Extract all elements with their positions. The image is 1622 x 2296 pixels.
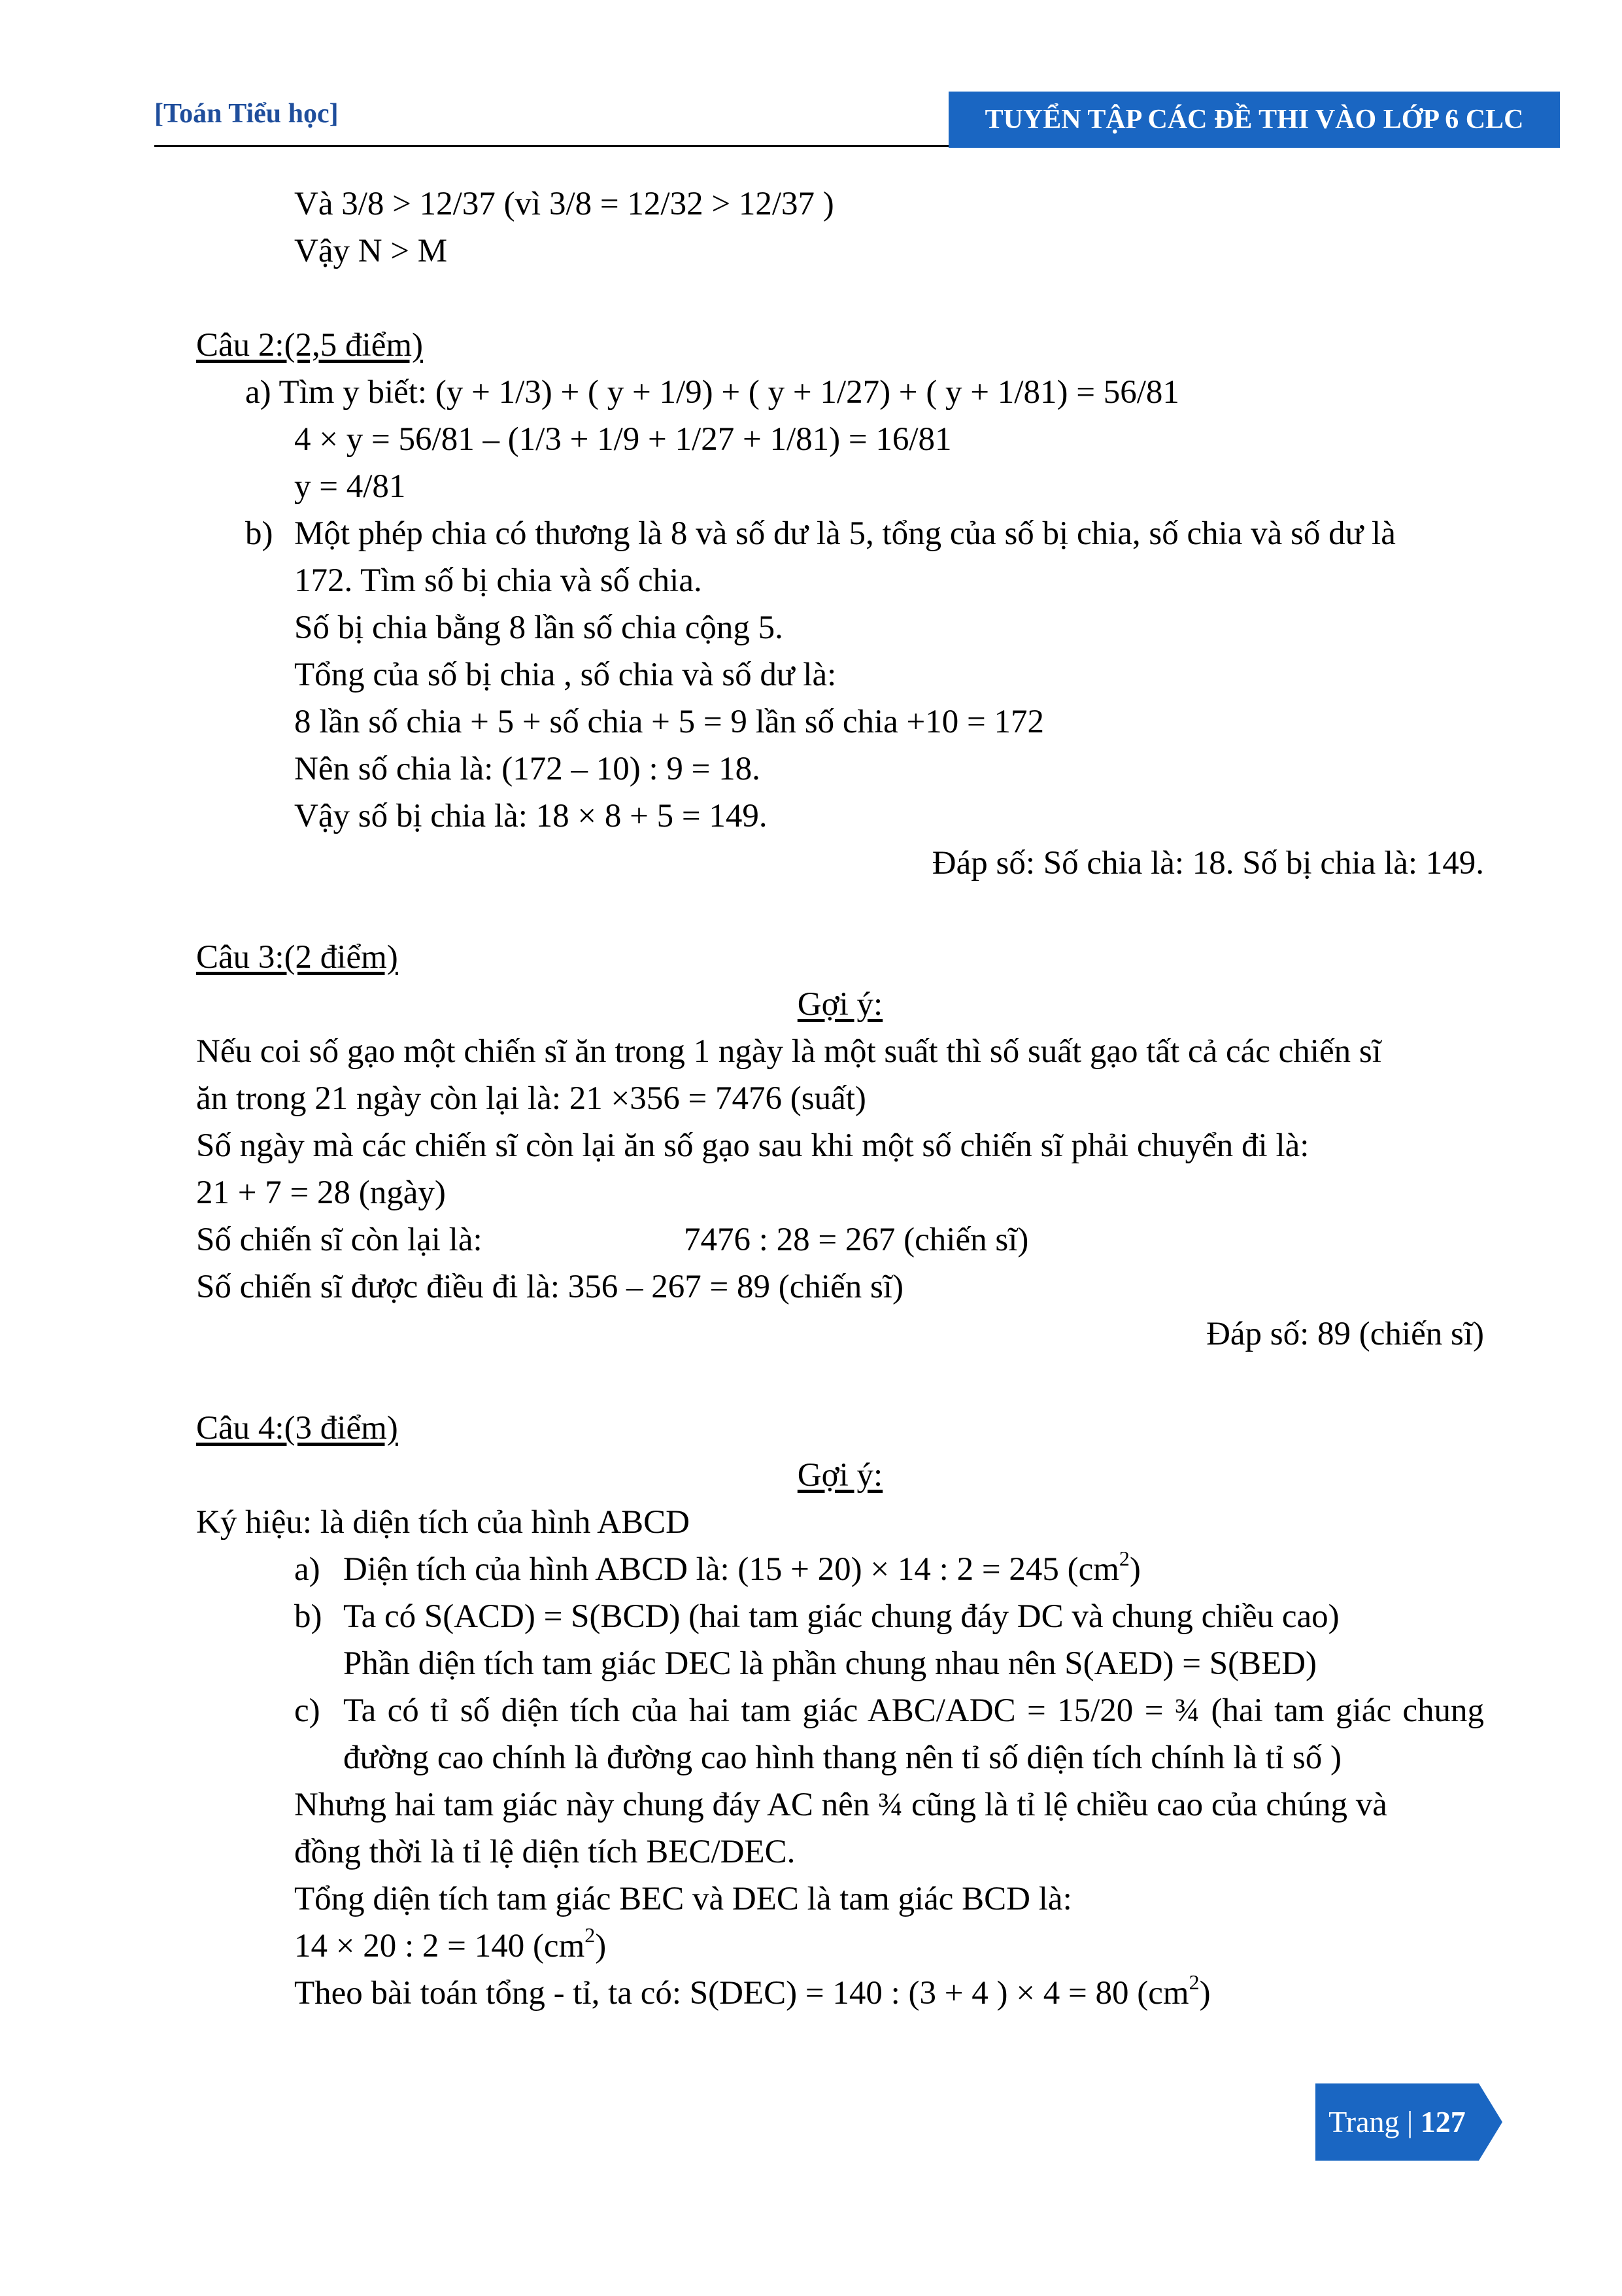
cau2-b-label: b) [245,515,273,552]
cau3-hint: Gợi ý: [797,986,883,1023]
cau4-c-label: c) [294,1692,320,1729]
cau3-line-2: ăn trong 21 ngày còn lại là: 21 ×356 = 7476 (suất) [196,1080,866,1117]
cau3-line-6: Số chiến sĩ được điều đi là: 356 – 267 = 89 (chiến sĩ) [196,1269,904,1305]
cau2-a: a) Tìm y biết: (y + 1/3) + ( y + 1/9) + ( y + 1/27) + ( y + 1/81) = 56/81 [245,374,1179,411]
cau4-b-label: b) [294,1598,322,1635]
cau2-b-line-3: Số bị chia bằng 8 lần số chia cộng 5. [294,609,783,646]
cau4-para-2: đồng thời là tỉ lệ diện tích BEC/DEC. [294,1834,796,1870]
cau4-c-text: Ta có tỉ số diện tích của hai tam giác ABC/ADC = 15/20 = ¾ (hai tam giác chung đường cao chính là đường cao hình thang nên tỉ số diện tích chính là tỉ số ) [343,1692,1484,1776]
cau3-title: Câu 3:(2 điểm) [196,939,398,976]
cau4-b-text-1: Ta có S(ACD) = S(BCD) (hai tam giác chung đáy DC và chung chiều cao) [343,1598,1340,1635]
cau4-title: Câu 4:(3 điểm) [196,1410,398,1447]
cau4-a-text: Diện tích của hình ABCD là: (15 + 20) × 14 : 2 = 245 $(cm^2)$ [343,1547,1141,1588]
page-number: Trang | 127 [1328,2105,1466,2138]
spacer [196,887,1484,934]
cau4-intro: Ký hiệu: là diện tích của hình ABCD [196,1504,690,1541]
cau3-line-1: Nếu coi số gạo một chiến sĩ ăn trong 1 ngày là một suất thì số suất gạo tất cả các chiến sĩ [196,1033,1381,1070]
header-subject: [Toán Tiểu học] [154,99,339,129]
header-rule [154,145,949,147]
cau1-line-1: Và 3/8 > 12/37 (vì 3/8 = 12/32 > 12/37 ) [294,186,834,222]
cau2-b-text: Một phép chia có thương là 8 và số dư là 5, tổng của số bị chia, số chia và số dư là [294,515,1396,552]
cau4-a [196,1546,1484,1593]
cau3-line-5-label: Số chiến sĩ còn lại là: [196,1222,482,1258]
cau4-para-3: Tổng diện tích tam giác BEC và DEC là tam giác BCD là: [294,1881,1072,1917]
cau4-c [196,1687,1484,1781]
cau4-hint: Gợi ý: [797,1457,883,1494]
cau2-b-line-2: 172. Tìm số bị chia và số chia. [294,562,702,599]
cau4-para-4: 14 × 20 : 2 = 140 $(cm^2)$ [294,1923,607,1964]
cau2-a-step1: 4 × y = 56/81 – (1/3 + 1/9 + 1/27 + 1/81) = 16/81 [294,421,952,458]
cau2-b-line-1 [196,510,1484,557]
cau2-answer: Đáp số: Số chia là: 18. Số bị chia là: 149. [932,845,1484,882]
page-content [196,180,1484,2017]
cau4-b-line-2: Phần diện tích tam giác DEC là phần chung nhau nên S(AED) = S(BED) [343,1645,1317,1682]
page-number-tab [1315,2083,1502,2161]
cau3-line-5 [196,1216,1484,1263]
spacer [196,1358,1484,1405]
cau2-a-step2: y = 4/81 [294,468,406,505]
cau4-para-1: Nhưng hai tam giác này chung đáy AC nên ¾ cũng là tỉ lệ chiều cao của chúng và [294,1787,1387,1823]
cau4-a-label: a) [294,1551,320,1588]
cau4-b-line-1 [196,1593,1484,1640]
cau4-para-5: Theo bài toán tổng - tỉ, ta có: S(DEC) = 140 : (3 + 4 ) × 4 = 80 $(cm^2)$ [294,1970,1211,2012]
cau2-title: Câu 2:(2,5 điểm) [196,327,424,364]
header-title-banner: TUYỂN TẬP CÁC ĐỀ THI VÀO LỚP 6 CLC [949,92,1560,148]
cau3-answer: Đáp số: 89 (chiến sĩ) [1206,1316,1484,1352]
cau3-line-4: 21 + 7 = 28 (ngày) [196,1174,446,1211]
cau2-b-line-6: Nên số chia là: (172 – 10) : 9 = 18. [294,751,760,787]
spacer [196,275,1484,322]
cau3-line-5-value: 7476 : 28 = 267 (chiến sĩ) [684,1222,1029,1258]
cau2-b-line-5: 8 lần số chia + 5 + số chia + 5 = 9 lần số chia +10 = 172 [294,704,1045,740]
cau1-line-2: Vậy N > M [294,233,448,269]
cau3-line-3: Số ngày mà các chiến sĩ còn lại ăn số gạo sau khi một số chiến sĩ phải chuyển đi là: [196,1127,1309,1164]
cau2-b-line-4: Tổng của số bị chia , số chia và số dư là: [294,657,837,693]
cau2-b-line-7: Vậy số bị chia là: 18 × 8 + 5 = 149. [294,798,768,834]
